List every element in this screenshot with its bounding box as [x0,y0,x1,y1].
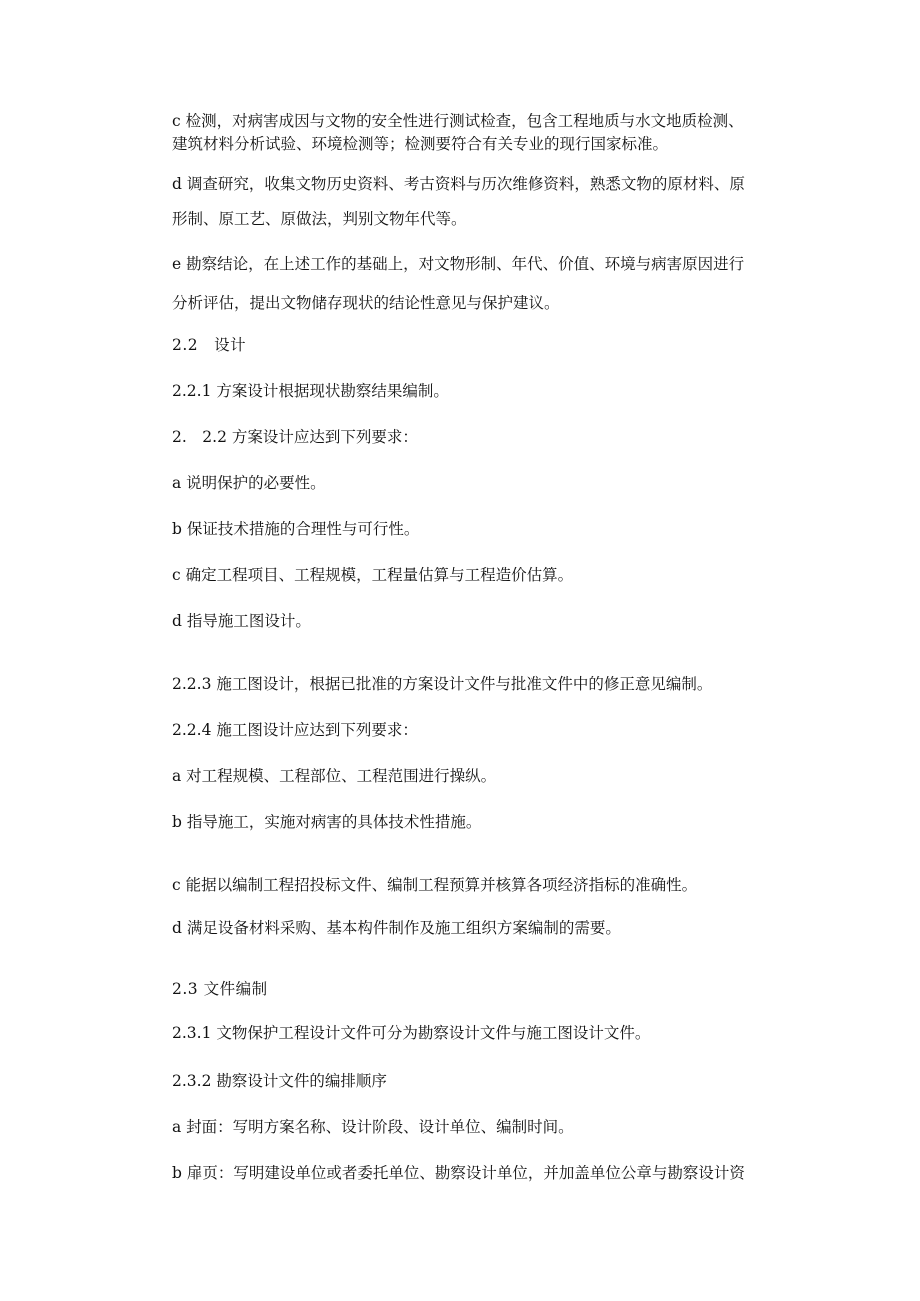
text-line: c 能据以编制工程招投标文件、编制工程预算并核算各项经济指标的准确性。 [172,876,698,894]
text-line: c 确定工程项目、工程规模，工程量估算与工程造价估算。 [172,566,574,584]
text-line: 形制、原工艺、原做法，判别文物年代等。 [172,210,467,228]
text-line: 分析评估，提出文物储存现状的结论性意见与保护建议。 [172,294,560,312]
text-line: a 说明保护的必要性。 [172,474,326,492]
text-line: d 满足设备材料采购、基本构件制作及施工组织方案编制的需要。 [172,919,621,937]
text-line: b 保证技术措施的合理性与可行性。 [172,520,420,538]
text-line: a 封面：写明方案名称、设计阶段、设计单位、编制时间。 [172,1118,574,1136]
text-line: b 指导施工，实施对病害的具体技术性措施。 [172,813,482,831]
text-line: 建筑材料分析试验、环境检测等；检测要符合有关专业的现行国家标准。 [172,135,669,153]
text-line: e 勘察结论，在上述工作的基础上，对文物形制、年代、价值、环境与病害原因进行 [172,255,745,273]
text-line: d 指导施工图设计。 [172,612,311,630]
text-line: a 对工程规模、工程部位、工程范围进行操纵。 [172,767,497,785]
section-heading: 2.3 文件编制 [172,980,268,998]
text-line: 2. 2.2 方案设计应达到下列要求： [172,428,418,446]
text-line: 2.2.3 施工图设计，根据已批准的方案设计文件与批准文件中的修正意见编制。 [172,675,713,693]
text-line: c 检测，对病害成因与文物的安全性进行测试检查，包含工程地质与水文地质检测、 [172,112,744,130]
text-line: 2.3.1 文物保护工程设计文件可分为勘察设计文件与施工图设计文件。 [172,1024,651,1042]
text-line: 2.2.4 施工图设计应达到下列要求： [172,721,418,739]
text-line: 2.3.2 勘察设计文件的编排顺序 [172,1072,387,1090]
text-line: d 调查研究，收集文物历史资料、考古资料与历次维修资料，熟悉文物的原材料、原 [172,175,745,193]
text-line: 2.2.1 方案设计根据现状勘察结果编制。 [172,382,449,400]
section-heading: 2.2 设计 [172,336,247,354]
text-line: b 扉页：写明建设单位或者委托单位、勘察设计单位，并加盖单位公章与勘察设计资 [172,1164,745,1182]
